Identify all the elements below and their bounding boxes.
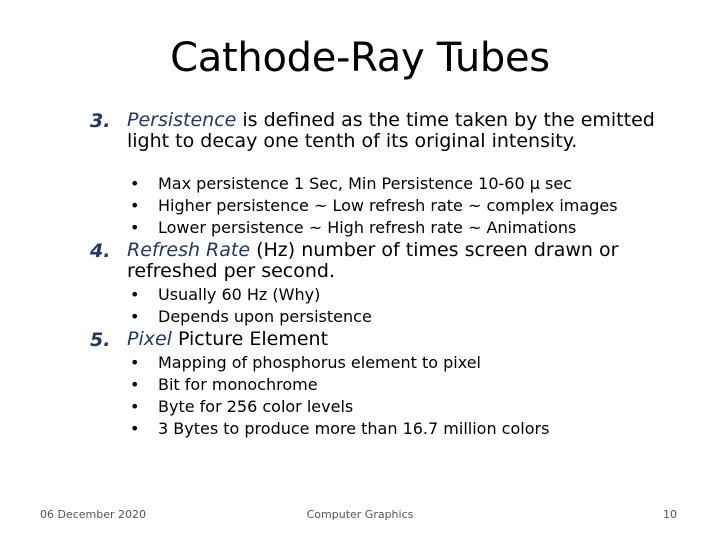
bullet-list bbox=[130, 284, 690, 328]
list-item bbox=[130, 173, 690, 195]
bullet-icon: • bbox=[130, 285, 140, 304]
item-number: 4. bbox=[90, 240, 111, 262]
bullet-text: Max persistence 1 Sec, Min Persistence 10-60 μ sec bbox=[158, 174, 572, 193]
footer-title: Computer Graphics bbox=[306, 508, 414, 521]
list-item bbox=[130, 306, 690, 328]
bullet-icon: • bbox=[130, 397, 140, 416]
bullet-text: Higher persistence ~ Low refresh rate ~ complex images bbox=[158, 196, 618, 215]
item-text: is defined as the time taken by the emitted light to decay one tenth of its original intensity. bbox=[127, 109, 655, 152]
bullet-text: Byte for 256 color levels bbox=[158, 397, 354, 416]
bullet-text: Usually 60 Hz (Why) bbox=[158, 285, 321, 304]
bullet-icon: • bbox=[130, 353, 140, 372]
list-item bbox=[130, 217, 690, 239]
bullet-icon: • bbox=[130, 307, 140, 326]
bullet-icon: • bbox=[130, 375, 140, 394]
item-term: Persistence bbox=[127, 109, 237, 131]
item-term: Refresh Rate bbox=[127, 239, 251, 261]
item-text: Picture Element bbox=[171, 328, 329, 350]
item-number: 3. bbox=[90, 110, 111, 132]
list-item bbox=[130, 396, 690, 418]
bullet-text: Bit for monochrome bbox=[158, 375, 318, 394]
list-item bbox=[130, 374, 690, 396]
bullet-icon: • bbox=[130, 218, 140, 237]
bullet-icon: • bbox=[130, 419, 140, 438]
item-paragraph bbox=[127, 329, 667, 350]
bullet-text: Depends upon persistence bbox=[158, 307, 372, 326]
item-term: Pixel bbox=[127, 328, 172, 350]
bullet-list bbox=[130, 352, 690, 440]
item-text: (Hz) number of times screen drawn or refreshed per second. bbox=[127, 239, 619, 282]
bullet-text: 3 Bytes to produce more than 16.7 million colors bbox=[158, 419, 550, 438]
bullet-text: Lower persistence ~ High refresh rate ~ Animations bbox=[158, 218, 577, 237]
item-paragraph bbox=[127, 110, 667, 152]
list-item bbox=[130, 195, 690, 217]
list-item bbox=[130, 352, 690, 374]
footer-page-number: 10 bbox=[663, 508, 677, 521]
item-paragraph bbox=[127, 240, 667, 282]
list-item bbox=[130, 284, 690, 306]
bullet-list bbox=[130, 173, 690, 239]
slide-title: Cathode-Ray Tubes bbox=[170, 35, 550, 81]
bullet-icon: • bbox=[130, 196, 140, 215]
bullet-icon: • bbox=[130, 174, 140, 193]
list-item bbox=[130, 418, 690, 440]
item-number: 5. bbox=[90, 329, 111, 351]
footer-date: 06 December 2020 bbox=[40, 508, 147, 521]
bullet-text: Mapping of phosphorus element to pixel bbox=[158, 353, 481, 372]
